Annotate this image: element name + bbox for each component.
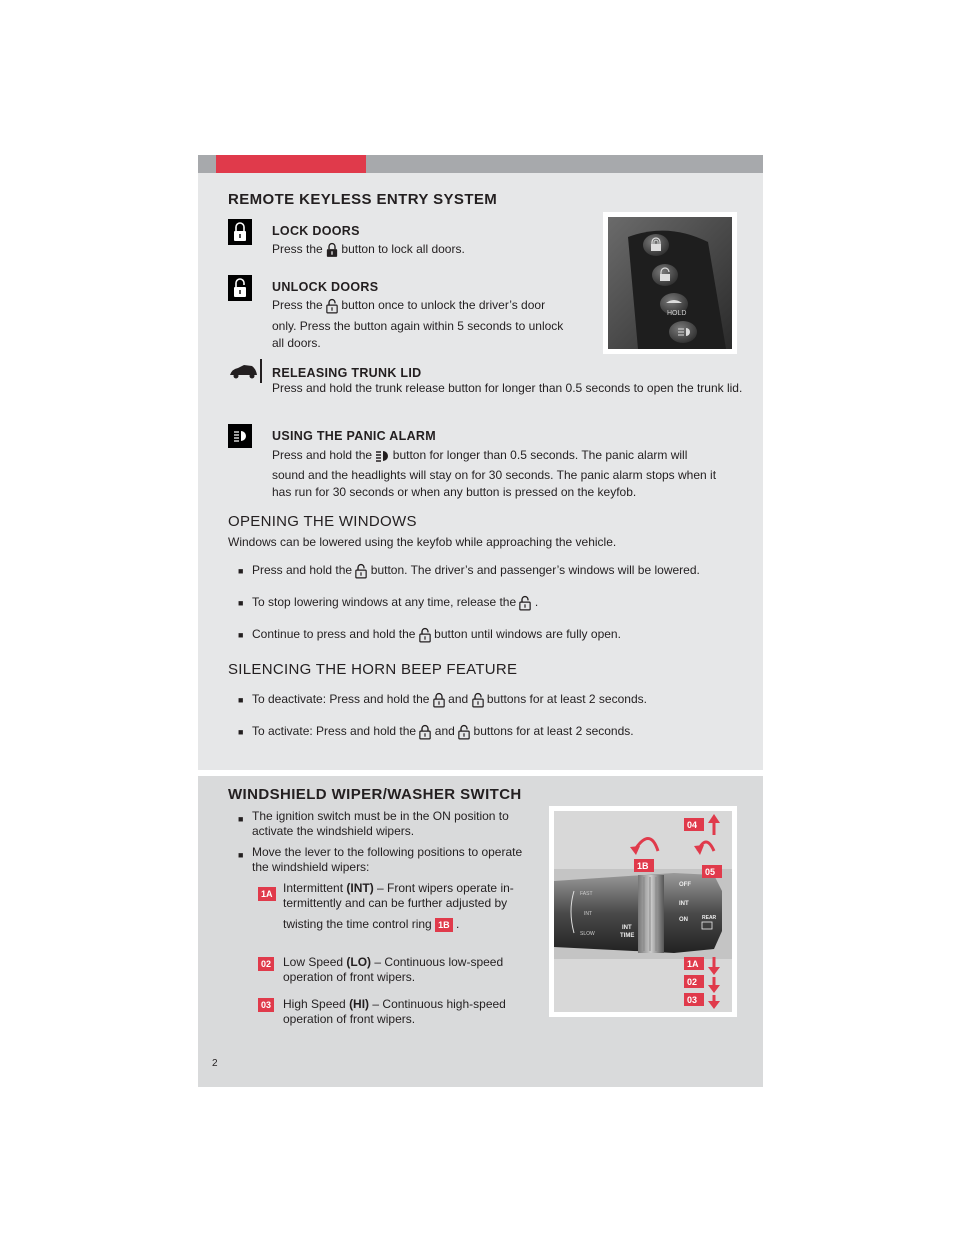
unlock-icon [458, 724, 470, 740]
svg-text:SLOW: SLOW [580, 931, 595, 937]
int-badge: 1A [258, 884, 276, 902]
panic-icon [228, 424, 252, 448]
svg-text:1B: 1B [637, 861, 649, 871]
svg-text:OFF: OFF [679, 882, 691, 888]
int-text: Intermittent (INT) – Front wipers operate in- termittently and can be further adjusted by twisting the time control ring 1B . [283, 881, 514, 931]
lock-icon [419, 724, 431, 740]
hi-text: High Speed (HI) – Continuous high-speed operation of front wipers. [283, 997, 506, 1026]
unlock-icon [228, 275, 252, 301]
hi-badge: 03 [258, 995, 274, 1013]
lock-icon [326, 242, 338, 258]
rke-title: REMOTE KEYLESS ENTRY SYSTEM [228, 191, 498, 208]
wiper-bullet-2: Move the lever to the following positions to operate the windshield wipers: [252, 845, 523, 874]
lock-doors-heading: LOCK DOORS [272, 224, 360, 238]
trunk-text: Press and hold the trunk release button for longer than 0.5 seconds to open the trunk lid. [272, 381, 743, 395]
bullet-icon: ■ [238, 727, 244, 737]
horn-bullet-2: To activate: Press and hold the and buttons for at least 2 seconds. [252, 724, 634, 738]
horn-heading: SILENCING THE HORN BEEP FEATURE [228, 661, 518, 678]
trunk-heading: RELEASING TRUNK LID [272, 366, 422, 380]
svg-text:HOLD: HOLD [667, 310, 687, 317]
svg-text:02: 02 [687, 977, 698, 987]
svg-text:ON: ON [679, 917, 688, 923]
lo-badge: 02 [258, 954, 274, 972]
bullet-icon: ■ [238, 814, 244, 824]
windows-bullet-2: To stop lowering windows at any time, release the . [252, 595, 539, 609]
windows-heading: OPENING THE WINDOWS [228, 513, 417, 530]
svg-text:FAST: FAST [580, 891, 593, 897]
bullet-icon: ■ [238, 695, 244, 705]
lock-icon [228, 219, 252, 245]
trunk-icon [226, 359, 262, 383]
svg-text:TIME: TIME [620, 933, 635, 939]
page-number: 2 [212, 1058, 218, 1069]
svg-text:INT: INT [622, 925, 632, 931]
unlock-icon [519, 595, 531, 611]
header-bar [198, 155, 763, 173]
windows-intro: Windows can be lowered using the keyfob while approaching the vehicle. [228, 535, 617, 549]
unlock-icon [355, 563, 367, 579]
bullet-icon: ■ [238, 566, 244, 576]
wiper-bullet-1: The ignition switch must be in the ON position to activate the windshield wipers. [252, 809, 509, 838]
horn-bullet-1: To deactivate: Press and hold the and buttons for at least 2 seconds. [252, 692, 647, 706]
header-accent [216, 155, 366, 173]
wiper-switch-diagram [549, 806, 737, 1017]
panic-icon [375, 449, 389, 463]
lock-icon [433, 692, 445, 708]
lock-doors-text: Press the button to lock all doors. [272, 242, 465, 256]
svg-text:INT: INT [584, 911, 593, 917]
keyfob-photo [603, 212, 737, 354]
svg-text:04: 04 [687, 820, 698, 830]
svg-text:INT: INT [679, 901, 689, 907]
unlock-doors-text: Press the button once to unlock the driver’s door only. Press the button again within 5 seconds to unlock all doors. [272, 298, 564, 350]
unlock-icon [326, 298, 338, 314]
windows-bullet-3: Continue to press and hold the button until windows are fully open. [252, 627, 621, 641]
bullet-icon: ■ [238, 850, 244, 860]
unlock-icon [419, 627, 431, 643]
panic-heading: USING THE PANIC ALARM [272, 429, 436, 443]
windows-bullet-1: Press and hold the button. The driver’s and passenger’s windows will be lowered. [252, 563, 700, 577]
svg-text:03: 03 [687, 995, 698, 1005]
bullet-icon: ■ [238, 598, 244, 608]
bullet-icon: ■ [238, 630, 244, 640]
int-1b-badge: 1B [435, 918, 453, 932]
wiper-title: WINDSHIELD WIPER/WASHER SWITCH [228, 786, 522, 803]
svg-text:1A: 1A [687, 959, 699, 969]
svg-text:05: 05 [705, 867, 716, 877]
panic-text: Press and hold the button for longer than 0.5 seconds. The panic alarm will sound and the headlights will stay on for 30 seconds. The panic alarm stops when it has run for 30 seconds or when any button is pressed on the keyfob. [272, 448, 717, 499]
svg-text:REAR: REAR [702, 915, 717, 921]
unlock-icon [472, 692, 484, 708]
unlock-doors-heading: UNLOCK DOORS [272, 280, 379, 294]
lo-text: Low Speed (LO) – Continuous low-speed operation of front wipers. [283, 955, 504, 984]
